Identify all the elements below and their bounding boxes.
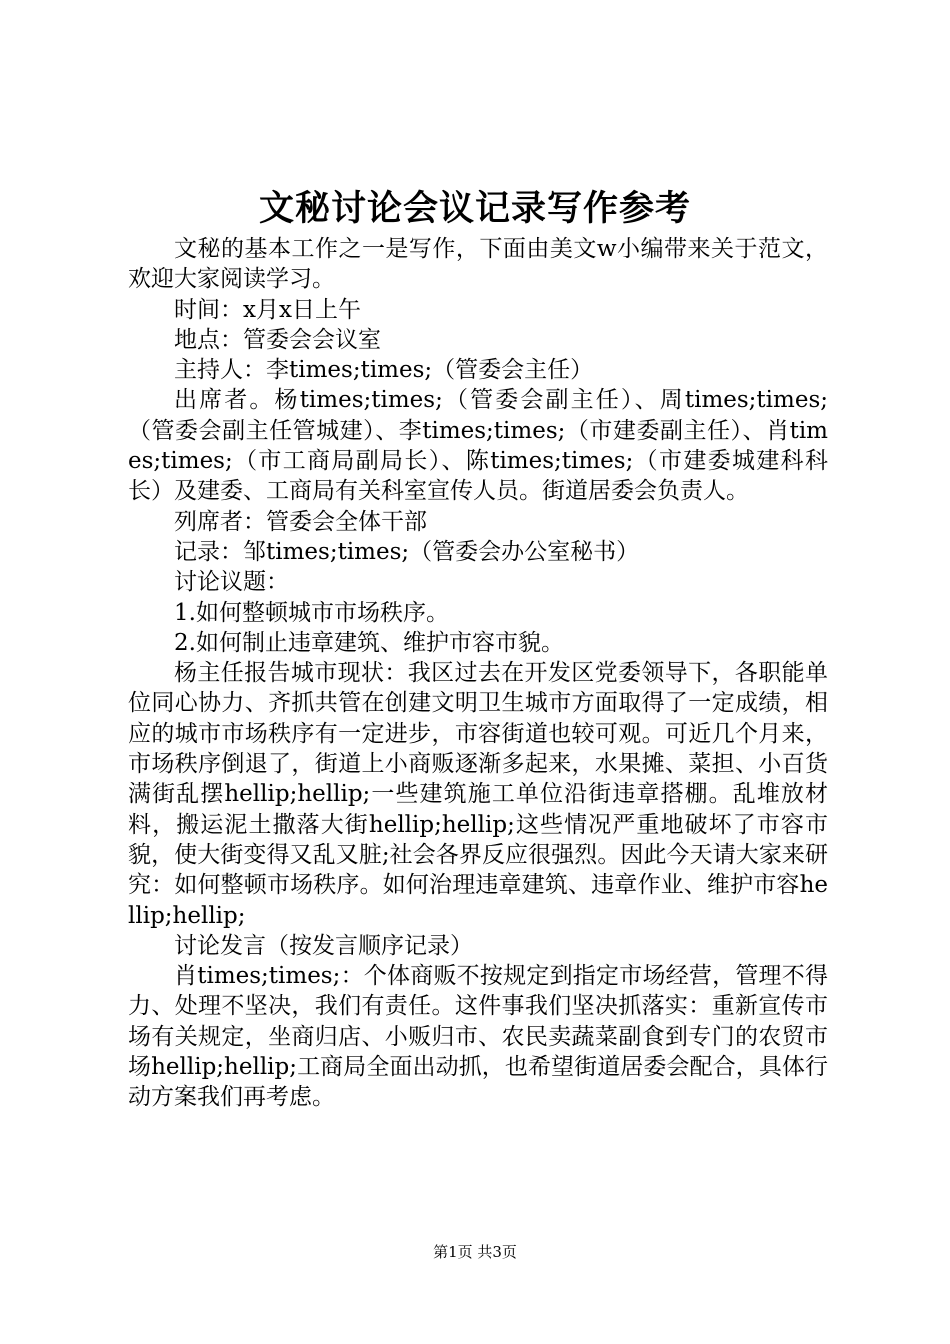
paragraph-time: 时间：x月x日上午 bbox=[174, 296, 361, 323]
paragraph-topic-2: 2.如何制止违章建筑、维护市容市貌。 bbox=[174, 629, 564, 656]
paragraph-topics-heading: 讨论议题： bbox=[174, 569, 289, 596]
paragraph-topic-1: 1.如何整顿城市市场秩序。 bbox=[174, 599, 449, 626]
paragraph-report: 杨主任报告城市现状：我区过去在开发区党委领导下，各职能单位同心协力、齐抓共管在创建文明卫生城市方面取得了一定成绩，相应的城市市场秩序有一定进步，市容街道也较可观。可近几个月来，市场秩序倒退了，街道上小商贩逐渐多起来，水果摊、菜担、小百货满街乱摆hellip;hellip;一些建筑施工单位沿街违章搭棚。乱堆放材料，搬运泥土撒落大街hellip;hellip;这些情况严重地破坏了市容市貌，使大街变得又乱又脏;社会各界反应很强烈。因此今天请大家来研究：如何整顿市场秩序。如何治理违章建筑、违章作业、维护市容hellip;hellip; bbox=[128, 660, 828, 929]
paragraph-speech-xiao: 肖times;times;：个体商贩不按规定到指定市场经营，管理不得力、处理不坚决，我们有责任。这件事我们坚决抓落实：重新宣传市场有关规定，坐商归店、小贩归市、农民卖蔬菜副食到专门的农贸市场hellip;hellip;工商局全面出动抓，也希望街道居委会配合，具体行动方案我们再考虑。 bbox=[128, 963, 828, 1111]
paragraph-discussion-heading: 讨论发言（按发言顺序记录） bbox=[174, 932, 473, 959]
document-title: 文秘讨论会议记录写作参考 bbox=[258, 188, 691, 229]
page-number: 第1页 共3页 bbox=[433, 1243, 517, 1261]
document-body bbox=[128, 234, 828, 1113]
paragraph-location: 地点：管委会会议室 bbox=[174, 326, 381, 353]
paragraph-intro: 文秘的基本工作之一是写作，下面由美文w小编带来关于范文，欢迎大家阅读学习。 bbox=[128, 236, 828, 293]
paragraph-observers: 列席者：管委会全体干部 bbox=[174, 508, 427, 535]
paragraph-host: 主持人：李times;times;（管委会主任） bbox=[174, 357, 594, 384]
paragraph-recorder: 记录：邹times;times;（管委会办公室秘书） bbox=[174, 538, 640, 565]
paragraph-attendees: 出席者。杨times;times;（管委会副主任）、周times;times;（管委会副主任管城建）、李times;times;（市建委副主任）、肖times;times;（市工商局副局长）、陈times;times;（市建委城建科科长）及建委、工商局有关科室宣传人员。街道居委会负责人。 bbox=[128, 387, 828, 505]
